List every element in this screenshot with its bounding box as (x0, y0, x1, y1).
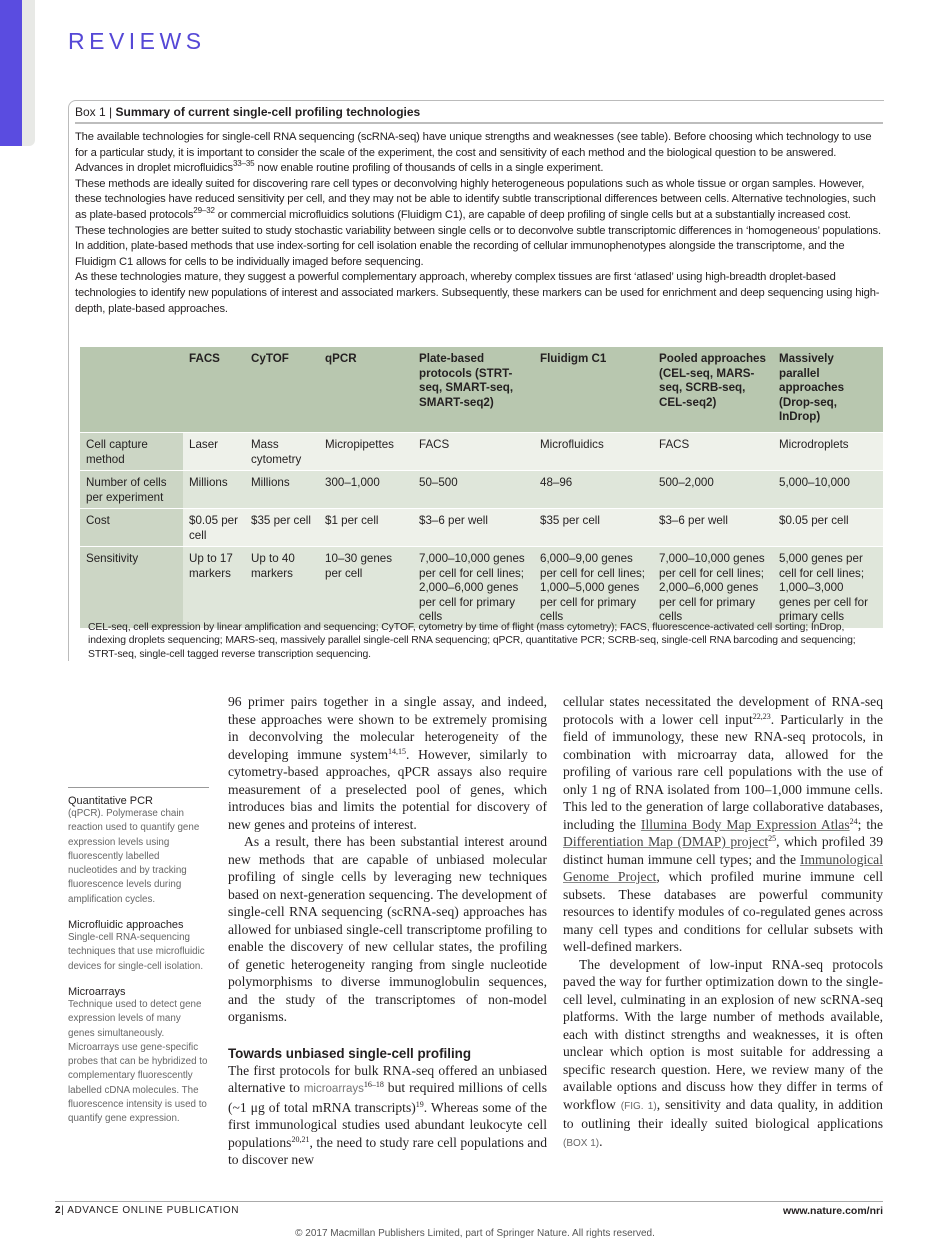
text-run: now enable routine profiling of thousands of cells in a single experiment. (254, 162, 604, 175)
cross-reference[interactable]: (FIG. 1) (620, 1100, 657, 1112)
footer-divider (55, 1201, 883, 1202)
column-header: Pooled approaches (CEL-seq, MARS-seq, SCRB-seq, CEL-seq2) (653, 347, 773, 433)
table-cell: $0.05 per cell (183, 509, 245, 547)
glossary-term: Microfluidic approaches (68, 919, 184, 932)
row-label: Cost (80, 509, 183, 547)
table-cell: FACS (653, 433, 773, 471)
table-cell: Laser (183, 433, 245, 471)
citation-superscript: 16–18 (363, 1080, 384, 1089)
table-footnote: CEL-seq, cell expression by linear amplification and sequencing; CyTOF, cytometry by time of flight (mass cytometry); FACS, fluorescence-activated cell sorting; InDrop, indexing droplets sequencing; MARS-seq, massively parallel single-cell RNA sequencing; qPCR, quantitative PCR; SCRB-seq, single-cell RNA barcoding and sequencing; STRT-seq, single-cell tagged reverse transcription sequencing. (88, 622, 856, 660)
journal-url[interactable]: www.nature.com/nri (783, 1205, 883, 1217)
glossary-link[interactable]: microarrays (303, 1083, 364, 1095)
section-color-tab (0, 0, 22, 146)
body-paragraph (228, 833, 547, 1026)
table-cell: Microdroplets (773, 433, 883, 471)
table-row (80, 471, 883, 509)
text-run: , the need to study rare cell populations and to discover new (228, 1134, 547, 1167)
text-run: or commercial microfluidics solutions (Fluidigm C1), are capable of deep profiling of single cells but at a substantially increased cost. These technologies are better suited to study stochastic variability between single cells or to deconvolve subtle transcriptomic differences in ‘homogeneous’ populations. In addition, plate-based methods that use index-sorting for cell isolation enable the recording of cellular immunophenotypes alongside the transcriptome, and the Fluidigm C1 allows for cells to be individually imaged before sequencing. (75, 208, 881, 268)
row-label: Sensitivity (80, 547, 183, 628)
database-link[interactable]: Immunological Genome Project (563, 851, 883, 884)
body-paragraph (228, 1062, 547, 1169)
table-cell: 5,000–10,000 (773, 471, 883, 509)
table-cell: Micropipettes (319, 433, 413, 471)
box-paragraph (75, 177, 883, 271)
footer-publication (55, 1205, 239, 1216)
table-row (80, 509, 883, 547)
row-label: Cell capture method (80, 433, 183, 471)
database-link[interactable]: Illumina Body Map Expression Atlas (640, 816, 850, 832)
citation-superscript: 20,21 (291, 1134, 310, 1144)
page-number: 2 (55, 1205, 62, 1216)
table-cell: Mass cytometry (245, 433, 319, 471)
box-paragraph (75, 130, 883, 177)
table-cell: 7,000–10,000 genes per cell for cell lines; 2,000–6,000 genes per cell for primary cells (413, 547, 534, 628)
table-cell: $35 per cell (245, 509, 319, 547)
text-run: The development of low-input RNA-seq protocols paved the way for further optimization down to the single-cell level, culminating in an explosion of new scRNA-seq platforms. With the large number of methods available, each with distinct strengths and weaknesses, it is often unclear which option is most suitable for addressing a specific research question. Here, we review many of the available options and discuss how they differ in terms of workflow (563, 956, 883, 1112)
table-cell: $3–6 per well (413, 509, 534, 547)
table-cell: Up to 40 markers (245, 547, 319, 628)
glossary-definition: Single-cell RNA-sequencing techniques that use microfluidic devices for single-cell isolation. (68, 932, 205, 972)
glossary-definition: (qPCR). Polymerase chain reaction used to quantify gene expression levels using fluorescently labelled nucleotides and by tracking fluorescence levels during amplification cycles. (68, 808, 200, 905)
row-label: Number of cells per experiment (80, 471, 183, 509)
text-run: The first protocols for bulk RNA-seq offered an unbiased alternative to (228, 1062, 547, 1095)
table-cell: 6,000–9,00 genes per cell for cell lines; 1,000–5,000 genes per cell for primary cells (534, 547, 653, 628)
text-run: . However, similarly to cytometry-based approaches, qPCR assays also require measurement of a preselected pool of genes, which introduces bias and limits the potential for discovery of new genes and proteins of interest. (228, 746, 548, 832)
glossary-definition: Technique used to detect gene expression levels of many genes simultaneously. Microarrays use gene-specific probes that can be hybridized to complementary fluorescently labelled cDNA molecules. The fluorescence intensity is used to quantify gene expression. (68, 998, 208, 1125)
column-header: FACS (183, 347, 245, 433)
table-cell: 500–2,000 (653, 471, 773, 509)
column-header: CyTOF (245, 347, 319, 433)
text-run: As a result, there has been substantial interest around new methods that are capable of unbiased molecular profiling of single cells by leveraging new techniques based on next-generation sequencing. The development of single-cell RNA sequencing (scRNA-seq) approaches has allowed for unbiased single-cell transcriptome profiling to enable the discovery of new cellular states, the profiling of genetic heterogeneity ranging from single nucleotide polymorphisms to diverse immunoglobulin sequences, and the study of the transcriptomes of non-model organisms. (228, 834, 547, 1024)
table-cell: 50–500 (413, 471, 534, 509)
box-paragraph (75, 270, 883, 317)
table-cell: $0.05 per cell (773, 509, 883, 547)
text-run: but required millions of cells (~1 μg of total mRNA transcripts) (228, 1080, 548, 1115)
column-header: Fluidigm C1 (534, 347, 653, 433)
text-run: These methods are ideally suited for discovering rare cell types or deconvolving highly heterogeneous populations such as whole tissue or organ samples. However, these technologies have reduced sensitivity per cell, and they may not be able to identify subtle transcriptional differences between cells. Alternative technologies, such as plate-based protocols (75, 177, 876, 221)
table-row (80, 547, 883, 628)
text-run: ; the (857, 816, 883, 832)
cross-reference[interactable]: (BOX 1) (563, 1137, 600, 1149)
database-link[interactable]: Differentiation Map (DMAP) project (563, 834, 769, 849)
text-run: cellular states necessitated the development of RNA-seq protocols with a lower cell input (563, 694, 883, 727)
glossary-term: Microarrays (68, 985, 126, 998)
technology-comparison-table (80, 347, 883, 628)
citation-superscript: 14,15 (388, 746, 407, 756)
table-cell: $35 per cell (534, 509, 653, 547)
text-run: As these technologies mature, they suggest a powerful complementary approach, whereby complex tissues are first ‘atlased’ using high-breadth droplet-based technologies to identify new populations of interest and associated markers. Subsequently, these markers can be used for enrichment and deep sequencing using high-depth, plate-based approaches. (75, 271, 880, 315)
section-subheading: Towards unbiased single-cell profiling (228, 1045, 472, 1061)
citation-superscript: 33–35 (232, 159, 255, 169)
box-label: Box 1 | (75, 105, 113, 119)
column-header: qPCR (319, 347, 413, 433)
glossary-term: Quantitative PCR (68, 795, 153, 807)
table-cell: $1 per cell (319, 509, 413, 547)
text-run: , which profiled murine immune cell subsets. These databases are powerful community resources to identify modules of co-regulated genes across many cell types and conditions for cellular subsets with well-defined markers. (563, 869, 883, 954)
box-title-text: Summary of current single-cell profiling technologies (115, 105, 421, 119)
body-paragraph (563, 693, 883, 956)
table-cell: 5,000 genes per cell for cell lines; 1,000–3,000 genes per cell for primary cells (773, 547, 883, 628)
text-run: . Particularly in the field of immunology, these new RNA-seq protocols, in combination with microarray data, allowed for the profiling of various rare cell populations with the use of only 1 ng of RNA isolated from 100–1,000 immune cells. This led to the generation of large collaborative databases, including the (563, 711, 883, 832)
publication-name: | ADVANCE ONLINE PUBLICATION (61, 1205, 240, 1216)
body-paragraph (563, 956, 883, 1153)
citation-superscript: 19 (415, 1099, 424, 1109)
text-run: . (599, 1133, 603, 1149)
table-header-row (80, 347, 883, 433)
section-heading: REVIEWS (68, 28, 206, 54)
body-column-2 (563, 693, 883, 1152)
citation-superscript: 25 (768, 834, 777, 843)
column-header: Plate-based protocols (STRT-seq, SMART-seq, SMART-seq2) (413, 347, 534, 433)
table-cell: 300–1,000 (319, 471, 413, 509)
table-cell: 48–96 (534, 471, 653, 509)
table-cell: FACS (413, 433, 534, 471)
citation-superscript: 24 (849, 816, 858, 826)
text-run: , sensitivity and data quality, in addition to outlining their ideally suited biological applications (563, 1096, 883, 1131)
citation-superscript: 22,23 (752, 711, 771, 721)
text-run: 96 primer pairs together in a single assay, and indeed, these approaches were shown to be extremely promising in deconvolving the molecular heterogeneity of the developing immune system (228, 694, 547, 762)
table-cell: 7,000–10,000 genes per cell for cell lines; 2,000–6,000 genes per cell for primary cells (653, 547, 773, 628)
text-run: . Whereas some of the first immunological studies used abundant leukocyte cell populations (228, 1099, 547, 1150)
column-header: Massively parallel approaches (Drop-seq, InDrop) (773, 347, 883, 433)
table-cell: Up to 17 markers (183, 547, 245, 628)
box-title (75, 105, 883, 124)
box-text (75, 130, 883, 317)
citation-superscript: 29–32 (193, 205, 215, 215)
copyright-notice: © 2017 Macmillan Publishers Limited, part of Springer Nature. All rights reserved. (295, 1228, 655, 1239)
body-column-1 (228, 693, 547, 1169)
table-cell: 10–30 genes per cell (319, 547, 413, 628)
table-cell: $3–6 per well (653, 509, 773, 547)
text-run: The available technologies for single-cell RNA sequencing (scRNA-seq) have unique strengths and weaknesses (see table). Before choosing which technology to use for a particular study, it is important to consider the scale of the experiment, the cost and sensitivity of each method and the biological question to be answered. Advances in droplet microfluidics (75, 131, 872, 175)
table-row (80, 433, 883, 471)
column-header-empty (80, 347, 183, 433)
table-cell: Millions (245, 471, 319, 509)
glossary-sidebar (68, 787, 209, 1139)
table-cell: Millions (183, 471, 245, 509)
text-run: , which profiled 39 distinct human immune cell types; and the (563, 834, 883, 867)
body-paragraph (228, 693, 547, 833)
table-cell: Microfluidics (534, 433, 653, 471)
